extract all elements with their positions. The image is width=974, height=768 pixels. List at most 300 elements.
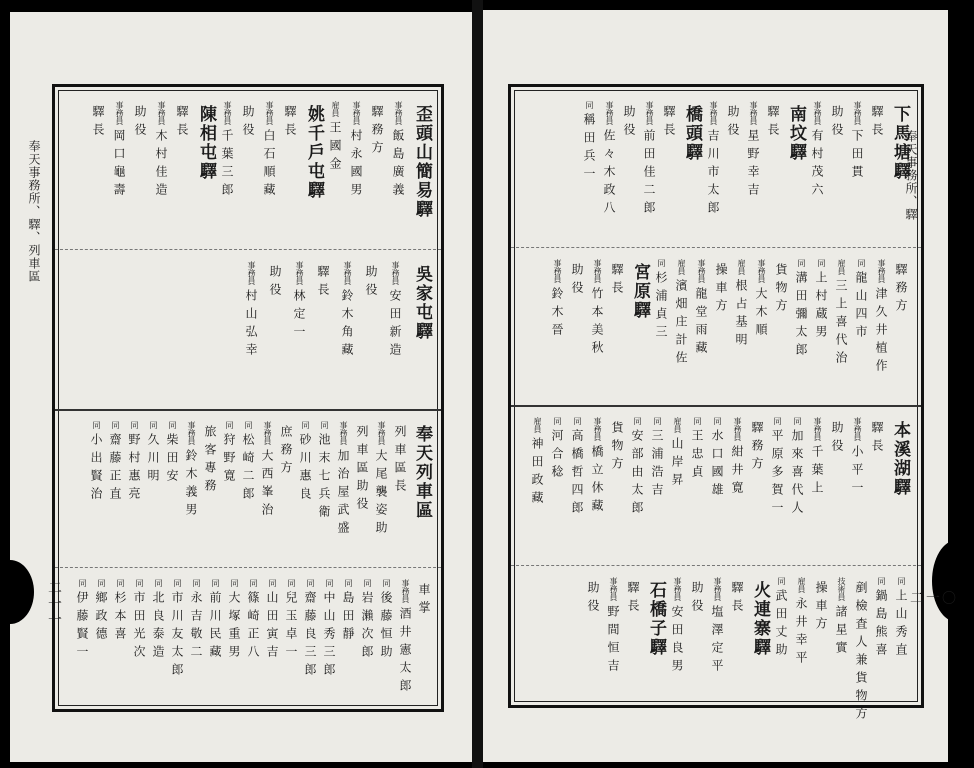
staff-role: 驛長 <box>283 105 297 141</box>
staff-role: 驛務方 <box>370 105 384 159</box>
staff-name: 山田寅吉 <box>265 591 279 663</box>
staff-entry <box>653 259 669 343</box>
staff-role: 助役 <box>133 105 147 141</box>
staff-entry <box>378 579 394 663</box>
staff-role: 事務員 <box>697 259 706 283</box>
staff-role: 事務員 <box>673 577 682 601</box>
staff-entry <box>267 261 283 301</box>
staff-name: 狩野寛 <box>222 433 236 487</box>
staff-entry <box>705 101 721 219</box>
staff-role: 驛長 <box>91 105 105 141</box>
staff-role: 同 <box>130 421 139 429</box>
staff-entry <box>340 579 356 645</box>
staff-role: 事務員 <box>593 259 602 283</box>
staff-entry <box>813 259 829 343</box>
staff-name: 津久井植作 <box>874 287 888 377</box>
staff-name: 鍋島熊喜 <box>874 589 888 661</box>
station-name: 石橋子驛 <box>646 581 666 657</box>
staff-entry <box>813 577 829 635</box>
staff-entry <box>669 417 685 491</box>
staff-entry <box>202 421 218 497</box>
staff-entry <box>793 259 809 361</box>
staff-role: 同 <box>817 259 826 267</box>
staff-entry <box>529 417 545 509</box>
staff-name: 高橋哲四郎 <box>570 429 584 519</box>
staff-entry <box>725 101 741 141</box>
staff-name: 安田良男 <box>670 605 684 677</box>
staff-role: 事務員 <box>757 259 766 283</box>
staff-entry <box>397 579 413 697</box>
staff-entry <box>390 101 406 201</box>
staff-role: 技術員 <box>837 577 846 601</box>
staff-entry <box>282 101 298 141</box>
staff-role: 驛長 <box>730 581 744 617</box>
staff-role: 同 <box>192 579 201 587</box>
staff-entry <box>709 577 725 677</box>
staff-name: 溝田彌太郎 <box>794 271 808 361</box>
staff-entry <box>609 259 625 299</box>
staff-role: 助役 <box>586 581 600 617</box>
staff-role: 事務員 <box>853 101 862 125</box>
left-page-number: 二一一 <box>46 580 62 628</box>
staff-entry <box>221 421 237 487</box>
staff-role: 驛長 <box>175 105 189 141</box>
staff-entry <box>132 101 148 141</box>
staff-name: 千葉上 <box>810 445 824 499</box>
staff-entry <box>829 101 845 141</box>
staff-role: 事務員 <box>391 261 400 285</box>
staff-entry <box>649 417 665 501</box>
staff-role: 同 <box>633 417 642 425</box>
staff-entry <box>713 259 729 317</box>
staff-name: 下田貫 <box>850 129 864 183</box>
staff-role: 同 <box>116 579 125 587</box>
staff-name: 野間恒吉 <box>606 605 620 677</box>
staff-role: 操車方 <box>814 581 828 635</box>
staff-name: 鈴木晉 <box>550 287 564 341</box>
staff-role: 貨物方 <box>774 263 788 317</box>
staff-name: 齋藤良三郎 <box>303 591 317 681</box>
staff-name: 白石順藏 <box>262 129 276 201</box>
staff-name: 鄉政德 <box>94 591 108 645</box>
staff-name: 佐々木政八 <box>602 129 616 219</box>
staff-entry <box>261 101 277 201</box>
staff-role: 同 <box>857 259 866 267</box>
staff-role: 助役 <box>268 265 282 301</box>
staff-entry <box>335 421 351 539</box>
staff-name: 小平一 <box>850 445 864 499</box>
staff-entry <box>93 579 109 645</box>
staff-role: 同 <box>553 417 562 425</box>
staff-role: 同 <box>230 579 239 587</box>
staff-name: 上村蔵男 <box>814 271 828 343</box>
staff-role: 事務員 <box>709 101 718 125</box>
staff-entry <box>661 101 677 141</box>
staff-entry <box>869 101 885 141</box>
staff-name: 村永國男 <box>349 129 363 201</box>
staff-entry <box>809 417 825 499</box>
staff-name: 龍堂雨藏 <box>694 287 708 359</box>
staff-role: 同 <box>585 101 594 109</box>
staff-entry <box>321 579 337 681</box>
staff-role: 同 <box>363 579 372 587</box>
staff-entry <box>226 579 242 663</box>
staff-entry <box>745 101 761 201</box>
staff-name: 島田靜 <box>341 591 355 645</box>
staff-entry <box>765 101 781 141</box>
staff-role: 事務員 <box>553 259 562 283</box>
staff-entry <box>729 577 745 617</box>
staff-name: 市田光次 <box>132 591 146 663</box>
staff-entry <box>359 579 375 663</box>
staff-role: 雇員 <box>677 259 686 275</box>
staff-name: 吉川市太郎 <box>706 129 720 219</box>
staff-role: 雇員 <box>673 417 682 433</box>
staff-entry <box>164 421 180 487</box>
staff-name: 岡口龜壽 <box>112 129 126 201</box>
staff-role: 事務員 <box>394 101 403 125</box>
left-divider-1 <box>55 249 441 250</box>
staff-role: 雇員 <box>737 259 746 275</box>
staff-role: 驛務方 <box>894 263 908 317</box>
staff-entry <box>893 259 909 317</box>
staff-role: 事務員 <box>609 577 618 601</box>
staff-name: 神田政藏 <box>530 437 544 509</box>
staff-name: 飯島廣義 <box>391 129 405 201</box>
staff-role: 事務員 <box>749 101 758 125</box>
book-gutter <box>472 0 483 768</box>
station-name: 本溪湖驛 <box>890 421 910 497</box>
station-name: 奉天列車區 <box>412 425 432 520</box>
right-running-header: 奉天事務所、驛 <box>904 130 918 221</box>
staff-name: 三上喜代治 <box>834 279 848 369</box>
staff-entry <box>589 417 605 517</box>
staff-entry <box>107 421 123 505</box>
staff-role: 事務員 <box>593 417 602 441</box>
staff-entry <box>240 101 256 141</box>
staff-name: 砂川惠良 <box>298 433 312 505</box>
staff-role: 同 <box>693 417 702 425</box>
staff-name: 鈴木角藏 <box>340 289 354 361</box>
staff-role: 同 <box>653 417 662 425</box>
staff-entry <box>809 101 825 201</box>
staff-name: 市川友太郎 <box>170 591 184 681</box>
staff-entry <box>693 259 709 359</box>
right-page-number: 二一〇 <box>910 591 958 607</box>
staff-name: 永井幸平 <box>794 597 808 669</box>
staff-entry <box>90 101 106 141</box>
staff-entry <box>605 577 621 677</box>
staff-entry <box>416 579 432 619</box>
staff-name: 千葉三郎 <box>220 129 234 201</box>
staff-name: 有村茂六 <box>810 129 824 201</box>
staff-entry <box>733 259 749 351</box>
staff-entry <box>873 577 889 661</box>
staff-entry <box>853 577 869 725</box>
staff-entry <box>126 421 142 505</box>
staff-role: 同 <box>713 417 722 425</box>
staff-entry <box>609 417 625 475</box>
staff-entry <box>88 421 104 505</box>
staff-entry <box>369 101 385 159</box>
staff-role: 操車方 <box>714 263 728 317</box>
staff-name: 酒井憲太郎 <box>398 607 412 697</box>
staff-entry <box>749 417 765 475</box>
staff-role: 事務員 <box>247 261 256 285</box>
staff-name: 大塚重男 <box>227 591 241 663</box>
staff-entry <box>339 261 355 361</box>
staff-entry <box>669 577 685 677</box>
staff-entry <box>641 101 657 219</box>
staff-entry <box>150 579 166 663</box>
staff-name: 前田佳二郎 <box>642 129 656 219</box>
staff-entry <box>621 101 637 141</box>
staff-role: 事務員 <box>733 417 742 441</box>
staff-entry <box>373 421 389 539</box>
staff-entry <box>601 101 617 219</box>
staff-role: 事務員 <box>263 421 272 445</box>
staff-entry <box>729 417 745 499</box>
staff-name: 中山秀三郎 <box>322 591 336 681</box>
staff-role: 同 <box>168 421 177 429</box>
staff-name: 小出賢治 <box>89 433 103 505</box>
staff-role: 事務員 <box>401 579 410 603</box>
staff-entry <box>789 417 805 519</box>
staff-name: 兒玉卓一 <box>284 591 298 663</box>
staff-entry <box>348 101 364 201</box>
staff-role: 事務員 <box>877 259 886 283</box>
staff-name: 稱田兵一 <box>582 113 596 185</box>
staff-entry <box>74 579 90 663</box>
staff-name: 前川民藏 <box>208 591 222 663</box>
staff-name: 濱畑庄計佐 <box>674 279 688 369</box>
staff-entry <box>569 259 585 299</box>
staff-entry <box>363 261 379 301</box>
staff-name: 岩瀨次郎 <box>360 591 374 663</box>
staff-role: 事務員 <box>645 101 654 125</box>
staff-entry <box>673 259 689 369</box>
staff-role: 雇員 <box>533 417 542 433</box>
staff-name: 木村佳造 <box>154 129 168 201</box>
staff-entry <box>315 261 331 301</box>
staff-entry <box>585 577 601 617</box>
staff-entry <box>112 579 128 645</box>
staff-entry <box>873 259 889 377</box>
staff-entry <box>773 259 789 317</box>
staff-role: 助役 <box>690 581 704 617</box>
station-name: 姚千戶屯驛 <box>304 105 324 200</box>
staff-entry <box>773 577 789 661</box>
staff-role: 同 <box>777 577 786 585</box>
staff-role: 列車區助役 <box>355 425 369 515</box>
staff-name: 山岸昇 <box>670 437 684 491</box>
staff-name: 加來喜代人 <box>790 429 804 519</box>
staff-role: 剷檢査人兼貨物方 <box>854 581 868 725</box>
staff-name: 水口國雄 <box>710 429 724 501</box>
staff-entry <box>245 579 261 663</box>
staff-name: 河合稔 <box>550 429 564 483</box>
staff-name: 野村惠亮 <box>127 433 141 505</box>
staff-role: 雇員 <box>837 259 846 275</box>
staff-entry <box>291 261 307 343</box>
staff-entry <box>207 579 223 663</box>
staff-role: 事務員 <box>187 421 196 445</box>
station-name: 陳相屯驛 <box>196 105 216 181</box>
staff-entry <box>283 579 299 663</box>
staff-name: 村山弘幸 <box>244 289 258 361</box>
staff-role: 驛長 <box>610 263 624 299</box>
staff-role: 雇員 <box>797 577 806 593</box>
staff-role: 同 <box>287 579 296 587</box>
staff-entry <box>689 577 705 617</box>
right-divider-1 <box>511 247 921 248</box>
staff-entry <box>302 579 318 681</box>
station-name: 下馬塘驛 <box>890 105 910 181</box>
staff-entry <box>549 417 565 483</box>
right-page-notch <box>932 540 974 622</box>
staff-entry <box>327 101 343 175</box>
staff-entry <box>188 579 204 663</box>
staff-role: 同 <box>657 259 666 267</box>
staff-entry <box>829 417 845 457</box>
staff-name: 杉浦貞三 <box>654 271 668 343</box>
staff-entry <box>174 101 190 141</box>
staff-role: 事務員 <box>295 261 304 285</box>
right-divider-2 <box>511 405 921 407</box>
staff-name: 安部由太郎 <box>630 429 644 519</box>
staff-entry <box>793 577 809 669</box>
staff-role: 事務員 <box>157 101 166 125</box>
staff-name: 後藤恒助 <box>379 591 393 663</box>
staff-name: 竹本美秋 <box>590 287 604 359</box>
staff-name: 伊藤賢一 <box>75 591 89 663</box>
staff-entry <box>549 259 565 341</box>
staff-entry <box>581 101 597 185</box>
staff-entry <box>853 259 869 343</box>
staff-name: 諸星實 <box>834 605 848 659</box>
staff-role: 同 <box>306 579 315 587</box>
staff-role: 同 <box>78 579 87 587</box>
staff-name: 大木順 <box>754 287 768 341</box>
staff-entry <box>183 421 199 521</box>
staff-role: 雇員 <box>331 101 340 117</box>
staff-role: 同 <box>244 421 253 429</box>
staff-name: 松崎二郎 <box>241 433 255 505</box>
staff-name: 大西峯治 <box>260 449 274 521</box>
staff-name: 根占基明 <box>734 279 748 351</box>
staff-role: 驛長 <box>626 581 640 617</box>
staff-role: 同 <box>154 579 163 587</box>
staff-name: 安田新造 <box>388 289 402 361</box>
staff-role: 事務員 <box>343 261 352 285</box>
staff-role: 事務員 <box>813 101 822 125</box>
staff-entry <box>589 259 605 359</box>
staff-entry <box>625 577 641 617</box>
staff-name: 武田丈助 <box>774 589 788 661</box>
staff-role: 同 <box>320 421 329 429</box>
staff-role: 驛務方 <box>750 421 764 475</box>
station-name: 歪頭山簡易驛 <box>412 105 432 219</box>
staff-role: 助役 <box>726 105 740 141</box>
staff-name: 上山秀直 <box>894 589 908 661</box>
staff-name: 大尾襲姿助 <box>374 449 388 539</box>
station-name: 南坟驛 <box>786 105 806 162</box>
staff-role: 同 <box>97 579 106 587</box>
staff-role: 驛長 <box>662 105 676 141</box>
staff-role: 同 <box>344 579 353 587</box>
staff-entry <box>259 421 275 521</box>
staff-entry <box>316 421 332 523</box>
staff-name: 林定一 <box>292 289 306 343</box>
staff-role: 事務員 <box>339 421 348 445</box>
staff-role: 同 <box>897 577 906 585</box>
staff-role: 同 <box>225 421 234 429</box>
staff-role: 同 <box>773 417 782 425</box>
staff-name: 北良泰造 <box>151 591 165 663</box>
staff-role: 助役 <box>570 263 584 299</box>
staff-entry <box>753 259 769 341</box>
staff-entry <box>153 101 169 201</box>
staff-role: 事務員 <box>605 101 614 125</box>
staff-entry <box>849 101 865 183</box>
staff-name: 柴田安 <box>165 433 179 487</box>
staff-name: 塩澤定平 <box>710 605 724 677</box>
staff-role: 驛長 <box>316 265 330 301</box>
staff-entry <box>709 417 725 501</box>
staff-role: 同 <box>877 577 886 585</box>
staff-role: 驛長 <box>766 105 780 141</box>
staff-role: 同 <box>173 579 182 587</box>
staff-role: 助役 <box>830 105 844 141</box>
staff-role: 同 <box>268 579 277 587</box>
staff-role: 助役 <box>622 105 636 141</box>
staff-name: 星野幸吉 <box>746 129 760 201</box>
staff-name: 篠崎正八 <box>246 591 260 663</box>
staff-role: 同 <box>382 579 391 587</box>
staff-entry <box>387 261 403 361</box>
staff-role: 事務員 <box>853 417 862 441</box>
staff-name: 王國金 <box>328 121 342 175</box>
staff-role: 同 <box>325 579 334 587</box>
staff-entry <box>278 421 294 479</box>
staff-role: 事務員 <box>115 101 124 125</box>
staff-entry <box>392 421 408 497</box>
station-name: 火連寨驛 <box>750 581 770 657</box>
staff-name: 久川明 <box>146 433 160 487</box>
staff-name: 紺井寛 <box>730 445 744 499</box>
staff-entry <box>689 417 705 483</box>
staff-entry <box>219 101 235 201</box>
staff-name: 龍山四市 <box>854 271 868 343</box>
right-divider-3 <box>511 565 921 566</box>
staff-role: 同 <box>111 421 120 429</box>
staff-entry <box>569 417 585 519</box>
left-running-header: 奉天事務所、驛、列車區 <box>27 140 41 283</box>
staff-role: 驛長 <box>870 105 884 141</box>
staff-name: 三浦浩吉 <box>650 429 664 501</box>
staff-role: 庶務方 <box>279 425 293 479</box>
staff-role: 列車區長 <box>393 425 407 497</box>
staff-role: 同 <box>211 579 220 587</box>
staff-name: 齋藤正直 <box>108 433 122 505</box>
staff-role: 助役 <box>830 421 844 457</box>
staff-role: 助役 <box>241 105 255 141</box>
left-text-frame <box>52 84 444 712</box>
staff-role: 同 <box>797 259 806 267</box>
staff-entry <box>893 577 909 661</box>
staff-entry <box>240 421 256 505</box>
staff-role: 事務員 <box>713 577 722 601</box>
